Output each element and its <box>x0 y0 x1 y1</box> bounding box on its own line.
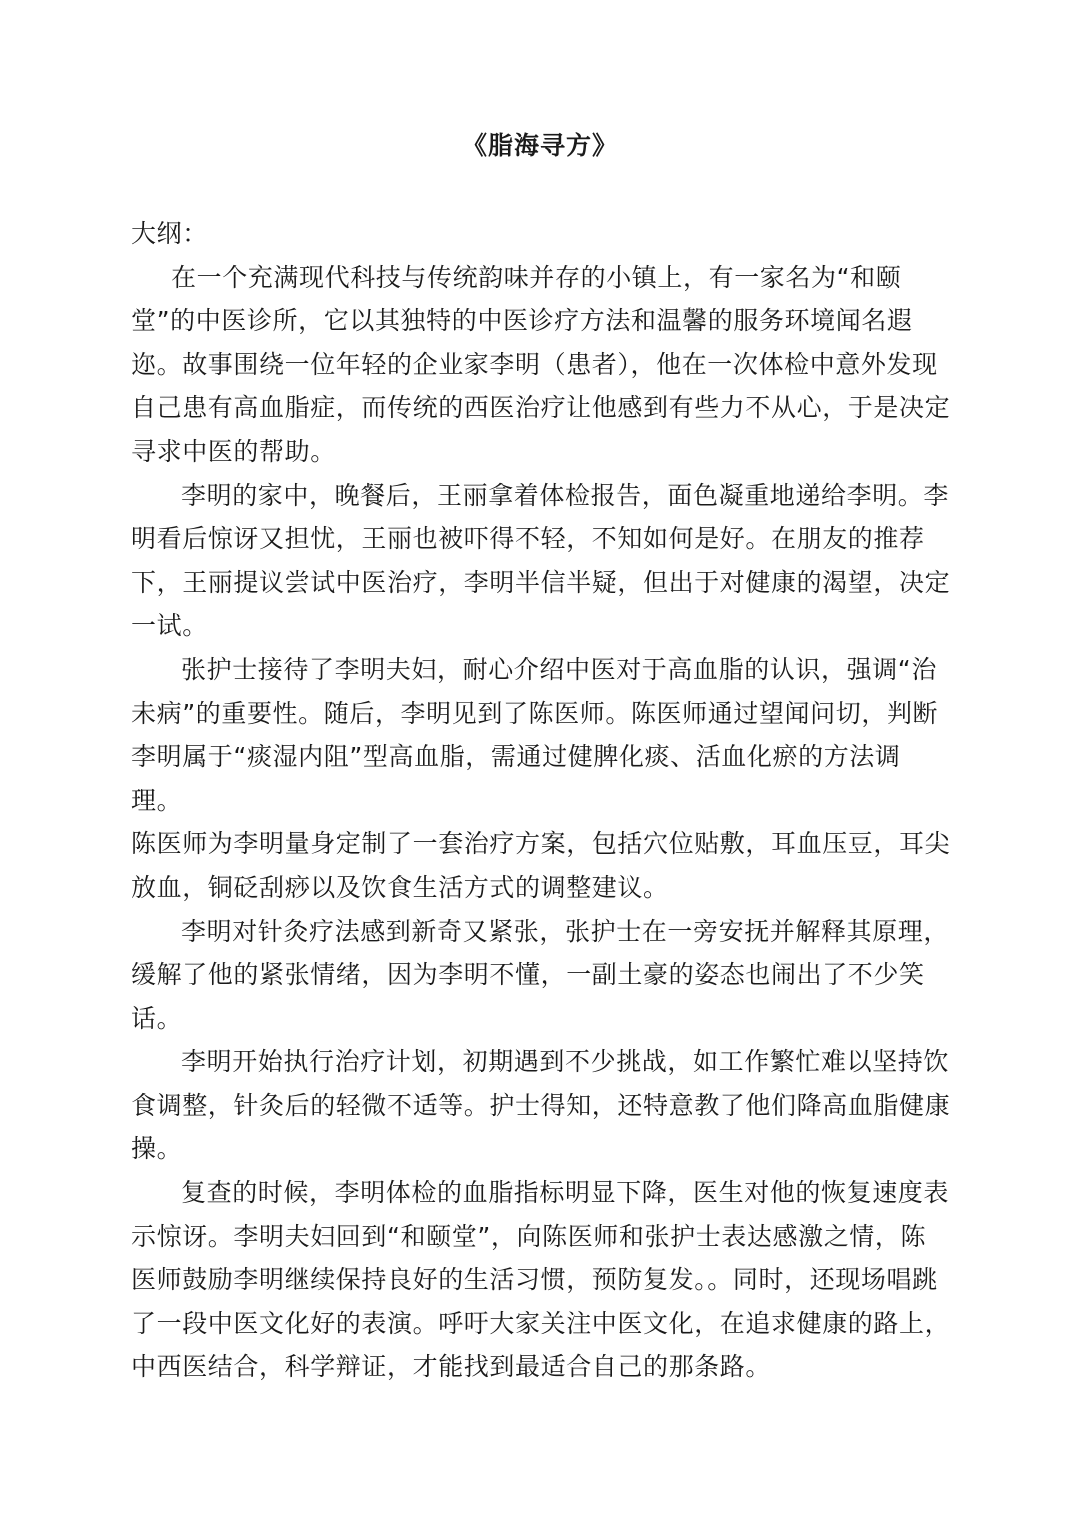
paragraph-clinic: 张护士接待了李明夫妇，耐心介绍中医对于高血脂的认识，强调“治未病”的重要性。随后，李明见到了陈医师。陈医师通过望闻问切，判断李明属于“痰湿内阻”型高血脂，需通过健脾化痰、活血化瘀的方法调理。 <box>131 654 939 815</box>
document-title: 《脂海寻方》 <box>461 131 618 160</box>
outline-label: 大纲： <box>131 219 208 248</box>
paragraph-acupuncture: 李明对针灸疗法感到新奇又紧张，张护士在一旁安抚并解释其原理，缓解了他的紧张情绪，因为李明不懂，一副土豪的姿态也闹出了不少笑话。 <box>131 916 950 1033</box>
paragraph-treatment-plan: 陈医师为李明量身定制了一套治疗方案，包括穴位贴敷，耳血压豆，耳尖放血，铜砭刮痧以及饮食生活方式的调整建议。 <box>131 829 951 902</box>
paragraph-recovery: 复查的时候，李明体检的血脂指标明显下降，医生对他的恢复速度表示惊讶。李明夫妇回到“和颐堂”，向陈医师和张护士表达感激之情，陈医师鼓励李明继续保持良好的生活习惯，预防复发。。同时，还现场唱跳了一段中医文化好的表演。呼吁大家关注中医文化，在追求健康的路上，中西医结合，科学辩证，才能找到最适合自己的那条路。 <box>131 1178 951 1382</box>
document-body <box>131 212 951 1389</box>
paragraph-intro: 在一个充满现代科技与传统韵味并存的小镇上，有一家名为“和颐堂”的中医诊所，它以其独特的中医诊疗方法和温馨的服务环境闻名遐迩。故事围绕一位年轻的企业家李明（患者），他在一次体检中意外发现自己患有高血脂症，而传统的西医治疗让他感到有些力不从心，于是决定寻求中医的帮助。 <box>131 262 951 466</box>
paragraph-challenges: 李明开始执行治疗计划，初期遇到不少挑战，如工作繁忙难以坚持饮食调整，针灸后的轻微不适等。护士得知，还特意教了他们降高血脂健康操。 <box>131 1047 951 1164</box>
paragraph-home: 李明的家中，晚餐后，王丽拿着体检报告，面色凝重地递给李明。李明看后惊讶又担忧，王丽也被吓得不轻，不知如何是好。在朋友的推荐下，王丽提议尝试中医治疗，李明半信半疑，但出于对健康的渴望，决定一试。 <box>131 480 951 641</box>
